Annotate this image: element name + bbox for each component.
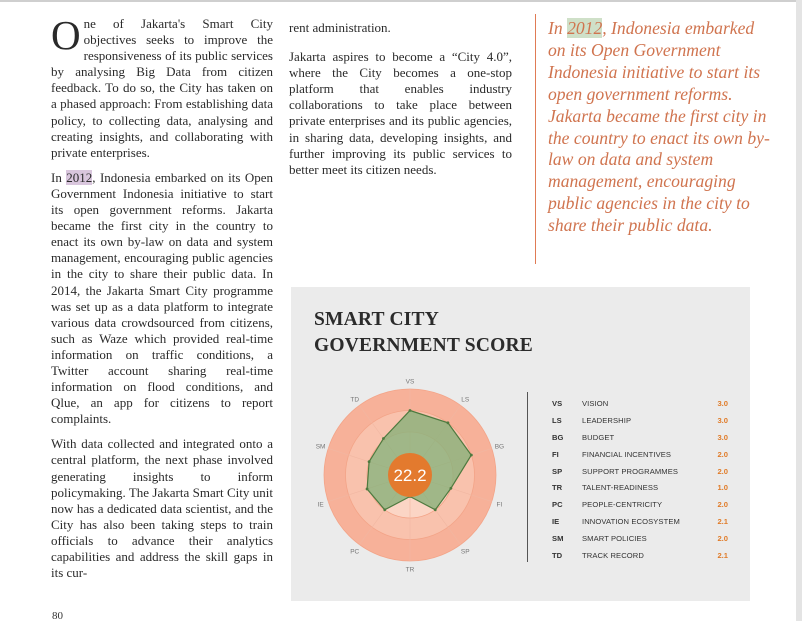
chart-title: SMART CITY GOVERNMENT SCORE — [314, 309, 533, 356]
paragraph: Jakarta aspires to become a “City 4.0”, where the City becomes a one-stop platform that enables industry collaborations to take place between private enterprises and its public agencies, in sharing data, developing insights, and further improving its public services to better meet its citizen needs. — [289, 49, 512, 177]
legend-row — [552, 395, 728, 412]
axis-label: PC — [350, 548, 360, 556]
legend-code: IE — [552, 517, 560, 527]
axis-label: IE — [317, 501, 324, 509]
legend-name: TRACK RECORD — [582, 550, 644, 560]
data-point — [366, 488, 369, 491]
legend-value: 3.0 — [717, 432, 728, 442]
legend-code: PC — [552, 500, 563, 510]
legend-row — [552, 547, 728, 564]
legend-name: BUDGET — [582, 432, 615, 442]
axis-label: SP — [460, 548, 470, 556]
legend-code: TD — [552, 550, 563, 560]
legend-code: SM — [552, 534, 564, 544]
axis-label: SM — [315, 443, 326, 451]
legend-value: 2.0 — [717, 534, 728, 544]
legend-name: PEOPLE-CENTRICITY — [582, 500, 663, 510]
pull-quote-rule — [535, 14, 536, 264]
pull-quote-part: , Indonesia embarked on its Open Government Indonesia initiative to start its open government reforms. Jakarta became the first city in the country to enact its own by-law on data and system management, encouraging public agencies in the city to share their public data. — [548, 18, 770, 236]
legend-row — [552, 446, 728, 463]
legend-code: BG — [552, 432, 564, 442]
score-legend — [552, 395, 728, 564]
total-score-value: 22.2 — [393, 466, 427, 485]
paragraph — [51, 12, 273, 161]
legend-row — [552, 412, 728, 429]
legend-row — [552, 530, 728, 547]
paragraph-text: In — [51, 169, 67, 185]
drop-cap: O — [51, 12, 81, 58]
legend-name: LEADERSHIP — [582, 415, 632, 425]
data-point — [409, 409, 412, 412]
data-point — [368, 460, 371, 463]
paragraph: rent administration. — [289, 20, 391, 35]
legend-code: LS — [552, 415, 562, 425]
legend-value: 1.0 — [717, 483, 728, 493]
legend-value: 2.1 — [717, 550, 728, 560]
article-column-1 — [51, 12, 273, 590]
legend-name: FINANCIAL INCENTIVES — [582, 449, 672, 459]
data-point — [470, 454, 473, 457]
axis-label: LS — [461, 396, 470, 404]
legend-row — [552, 513, 728, 530]
data-point — [383, 508, 386, 511]
legend-code: VS — [552, 398, 563, 408]
legend-value: 2.1 — [717, 517, 728, 527]
paragraph: With data collected and integrated onto a central platform, the next phase involved generating insights to inform policymaking. The Jakarta Smart City unit now has a dedicated data scientist, and the City has also been taking steps to train officials to advance their analytics capabilities and address the skill gaps in its cur- — [51, 436, 273, 581]
legend-value: 2.0 — [717, 500, 728, 510]
scrollbar[interactable] — [796, 0, 802, 621]
paragraph-text: ne of Jakarta's Smart City objectives seeks to improve the responsiveness of its public services by analysing Big Data from citizen feedback. To do so, the City has taken on a phased approach: From establishing data policy, to collecting data, analysing and creating insights, and collaborating with private enterprises. — [51, 16, 273, 160]
paragraph — [51, 170, 273, 428]
top-border — [0, 0, 802, 2]
page-number: 80 — [52, 610, 63, 622]
data-point — [447, 421, 450, 424]
legend-name: INNOVATION ECOSYSTEM — [582, 517, 680, 527]
highlighted-year: 2012 — [66, 169, 93, 185]
legend-name: TALENT-READINESS — [582, 483, 659, 493]
legend-name: SUPPORT PROGRAMMES — [582, 466, 679, 476]
axis-label: BG — [494, 443, 505, 451]
legend-code: FI — [552, 449, 559, 459]
data-point — [382, 437, 385, 440]
data-point — [434, 508, 437, 511]
pull-quote — [548, 18, 770, 237]
legend-value: 2.0 — [717, 449, 728, 459]
legend-name: VISION — [582, 398, 609, 408]
legend-name: SMART POLICIES — [582, 534, 647, 544]
axis-label: TR — [405, 566, 415, 574]
axis-label: VS — [405, 378, 415, 386]
highlighted-year: 2012 — [567, 18, 603, 38]
pull-quote-part: In — [548, 18, 568, 38]
legend-row — [552, 496, 728, 513]
article-column-2 — [289, 20, 512, 187]
legend-row — [552, 463, 728, 480]
legend-divider — [527, 392, 528, 562]
pull-quote-text — [548, 18, 770, 237]
legend-value: 3.0 — [717, 398, 728, 408]
paragraph-text: , Indonesia embarked on its Open Government Indonesia initiative to start its open government reforms. Jakarta became the first city in the country to enact its own by-law on data and system management, encouraging public agencies in the city to share their public data. In 2014, the Jakarta Smart City programme was set up as a data platform to integrate various data crowdsourced from citizens, such as Waze which provided real-time information on traffic conditions, a Twitter account sharing real-time information on flood conditions, and Qlue, an app for citizens to report complaints. — [51, 169, 273, 427]
legend-row — [552, 479, 728, 496]
legend-value: 2.0 — [717, 466, 728, 476]
data-point — [449, 487, 452, 490]
axis-label: FI — [496, 501, 503, 509]
legend-value: 3.0 — [717, 415, 728, 425]
legend-code: TR — [552, 483, 563, 493]
axis-label: TD — [350, 396, 360, 404]
legend-code: SP — [552, 466, 563, 476]
legend-row — [552, 429, 728, 446]
